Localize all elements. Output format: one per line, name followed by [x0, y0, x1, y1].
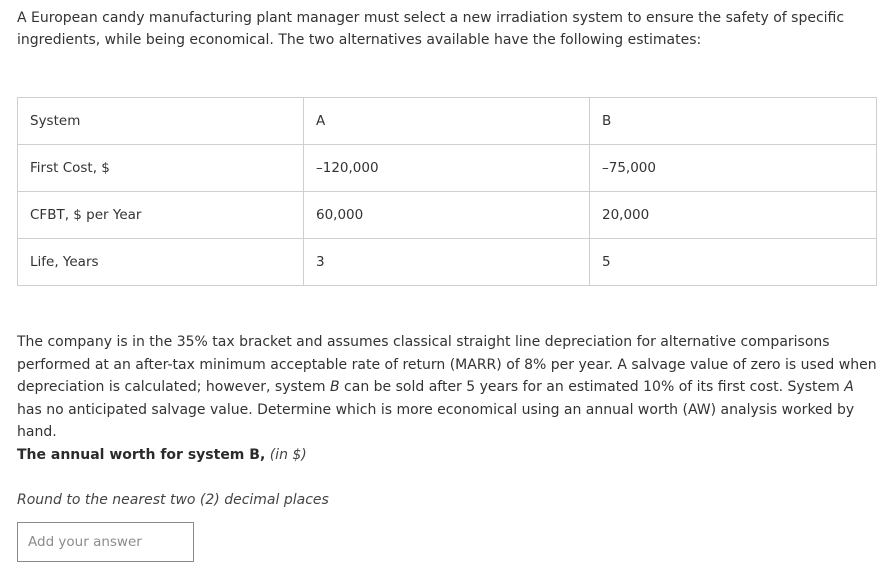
problem-intro: A European candy manufacturing plant manager must select a new irradiation system to ensure the safety of specific ingredients, while being economical. The two alternatives available have the following estimates: [17, 10, 845, 48]
question-unit: (in $) [269, 447, 307, 463]
row-label: CFBT, $ per Year [18, 192, 304, 239]
table-cell: –120,000 [304, 145, 590, 192]
table-header-row [18, 98, 877, 145]
problem-text-1: The company is in the 35% tax bracket and assumes classical straight line depreciation for alternative comparisons performed at an after-tax minimum acceptable rate of return (MARR) of 8% per year. A salvage value of zero is used when depreciation is calculated; however, system [17, 334, 877, 395]
table-cell: –75,000 [590, 145, 877, 192]
estimates-table [17, 97, 877, 286]
rounding-hint: Round to the nearest two (2) decimal places [17, 492, 329, 508]
question-prompt [17, 444, 307, 466]
header-cell-system: System [18, 98, 304, 145]
table-cell: 5 [590, 239, 877, 286]
problem-text-3: has no anticipated salvage value. Determine which is more economical using an annual worth (AW) analysis worked by hand. [17, 401, 855, 440]
row-label: First Cost, $ [18, 145, 304, 192]
table-row [18, 192, 877, 239]
problem-statement [17, 331, 879, 444]
table-row [18, 239, 877, 286]
problem-text-2: can be sold after 5 years for an estimated 10% of its first cost. System [339, 379, 845, 395]
table-row [18, 145, 877, 192]
header-cell-b: B [590, 98, 877, 145]
answer-input[interactable] [17, 522, 194, 562]
row-label: Life, Years [18, 239, 304, 286]
question-label: The annual worth for system B, [17, 447, 266, 463]
system-a-ref: A [844, 379, 854, 395]
table-cell: 60,000 [304, 192, 590, 239]
table-cell: 20,000 [590, 192, 877, 239]
header-cell-a: A [304, 98, 590, 145]
system-b-ref: B [330, 379, 340, 395]
table-cell: 3 [304, 239, 590, 286]
